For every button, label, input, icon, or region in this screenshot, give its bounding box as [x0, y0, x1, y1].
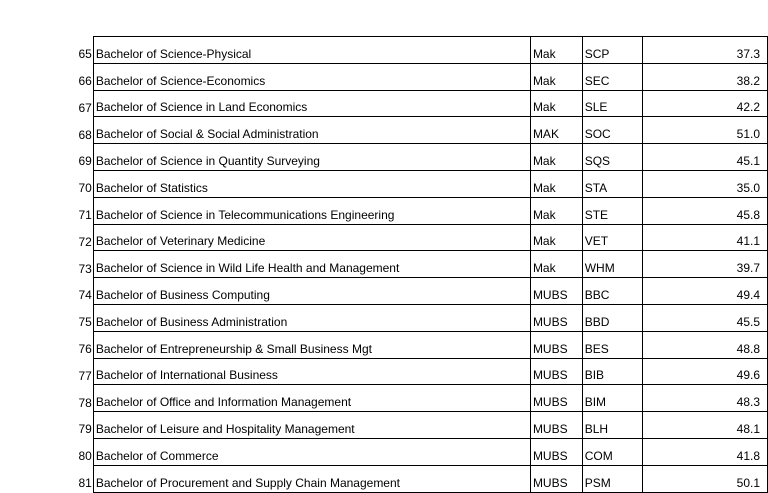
programme-name: Bachelor of Commerce — [93, 438, 530, 465]
programme-code: STA — [582, 170, 643, 197]
row-number: 81 — [78, 476, 92, 491]
programme-code: PSM — [582, 465, 643, 492]
table-row — [66, 412, 768, 439]
programme-name: Bachelor of Science in Quantity Surveying — [93, 144, 530, 171]
table-row — [66, 224, 768, 251]
table-row — [66, 278, 768, 305]
institution: MUBS — [530, 465, 582, 492]
cutoff-score: 35.0 — [643, 170, 768, 197]
institution: Mak — [530, 197, 582, 224]
table-row — [66, 144, 768, 171]
table-row — [66, 331, 768, 358]
programme-name: Bachelor of Statistics — [93, 170, 530, 197]
programme-code: BES — [582, 331, 643, 358]
cutoff-score: 48.1 — [643, 412, 768, 439]
cutoff-score: 51.0 — [643, 117, 768, 144]
institution: MUBS — [530, 331, 582, 358]
row-number: 75 — [78, 315, 92, 330]
cutoff-score: 38.2 — [643, 63, 768, 90]
programme-name: Bachelor of Business Administration — [93, 304, 530, 331]
programme-name: Bachelor of International Business — [93, 358, 530, 385]
table-body — [66, 37, 768, 493]
institution: Mak — [530, 170, 582, 197]
table-row — [66, 90, 768, 117]
programme-name: Bachelor of Business Computing — [93, 278, 530, 305]
table-row — [66, 304, 768, 331]
programme-code: SOC — [582, 117, 643, 144]
cutoff-score: 49.6 — [643, 358, 768, 385]
programme-code: SEC — [582, 63, 643, 90]
programme-name: Bachelor of Procurement and Supply Chain Management — [93, 465, 530, 492]
row-number: 66 — [78, 74, 92, 89]
programme-code: BIM — [582, 385, 643, 412]
cutoff-score: 45.8 — [643, 197, 768, 224]
table-row — [66, 63, 768, 90]
institution: Mak — [530, 37, 582, 64]
institution: MAK — [530, 117, 582, 144]
row-number: 69 — [78, 154, 92, 169]
institution: Mak — [530, 144, 582, 171]
programme-name: Bachelor of Science-Economics — [93, 63, 530, 90]
row-number: 67 — [78, 100, 92, 115]
cutoff-score: 45.1 — [643, 144, 768, 171]
cutoff-score: 41.1 — [643, 224, 768, 251]
programme-name: Bachelor of Entrepreneurship & Small Business Mgt — [93, 331, 530, 358]
row-number: 78 — [78, 395, 92, 410]
programme-code: BIB — [582, 358, 643, 385]
programme-code: COM — [582, 438, 643, 465]
programme-code: BLH — [582, 412, 643, 439]
institution: MUBS — [530, 278, 582, 305]
row-number: 72 — [78, 234, 92, 249]
programme-code: STE — [582, 197, 643, 224]
cutoff-score: 42.2 — [643, 90, 768, 117]
table-row — [66, 117, 768, 144]
row-number: 79 — [78, 422, 92, 437]
programme-name: Bachelor of Science-Physical — [93, 37, 530, 64]
institution: MUBS — [530, 412, 582, 439]
programme-code: BBD — [582, 304, 643, 331]
institution: Mak — [530, 251, 582, 278]
table-row — [66, 197, 768, 224]
institution: MUBS — [530, 304, 582, 331]
table-row — [66, 465, 768, 492]
programme-code: WHM — [582, 251, 643, 278]
row-number: 77 — [78, 368, 92, 383]
row-number: 80 — [78, 449, 92, 464]
institution: Mak — [530, 224, 582, 251]
programme-name: Bachelor of Veterinary Medicine — [93, 224, 530, 251]
cutoff-score: 48.8 — [643, 331, 768, 358]
institution: Mak — [530, 90, 582, 117]
cutoff-score: 37.3 — [643, 37, 768, 64]
institution: MUBS — [530, 358, 582, 385]
programme-code: SQS — [582, 144, 643, 171]
table-row — [66, 438, 768, 465]
cutoff-points-table — [66, 36, 768, 493]
programme-code: SCP — [582, 37, 643, 64]
institution: MUBS — [530, 385, 582, 412]
programme-code: BBC — [582, 278, 643, 305]
cutoff-score: 48.3 — [643, 385, 768, 412]
programme-name: Bachelor of Science in Wild Life Health and Management — [93, 251, 530, 278]
row-number: 71 — [78, 208, 92, 223]
institution: Mak — [530, 63, 582, 90]
table-row — [66, 251, 768, 278]
cutoff-score: 50.1 — [643, 465, 768, 492]
programme-code: VET — [582, 224, 643, 251]
row-number: 74 — [78, 288, 92, 303]
table-row — [66, 37, 768, 64]
row-number: 76 — [78, 342, 92, 357]
row-number: 68 — [78, 127, 92, 142]
row-number: 73 — [78, 261, 92, 276]
row-number: 70 — [78, 181, 92, 196]
institution: MUBS — [530, 438, 582, 465]
cutoff-score: 49.4 — [643, 278, 768, 305]
programme-name: Bachelor of Science in Telecommunications Engineering — [93, 197, 530, 224]
programme-code: SLE — [582, 90, 643, 117]
cutoff-score: 41.8 — [643, 438, 768, 465]
programme-name: Bachelor of Science in Land Economics — [93, 90, 530, 117]
cutoff-score: 39.7 — [643, 251, 768, 278]
row-number: 65 — [78, 47, 92, 62]
table-row — [66, 358, 768, 385]
programme-name: Bachelor of Leisure and Hospitality Management — [93, 412, 530, 439]
table-row — [66, 385, 768, 412]
programme-name: Bachelor of Social & Social Administration — [93, 117, 530, 144]
cutoff-score: 45.5 — [643, 304, 768, 331]
table-row — [66, 170, 768, 197]
programme-name: Bachelor of Office and Information Management — [93, 385, 530, 412]
